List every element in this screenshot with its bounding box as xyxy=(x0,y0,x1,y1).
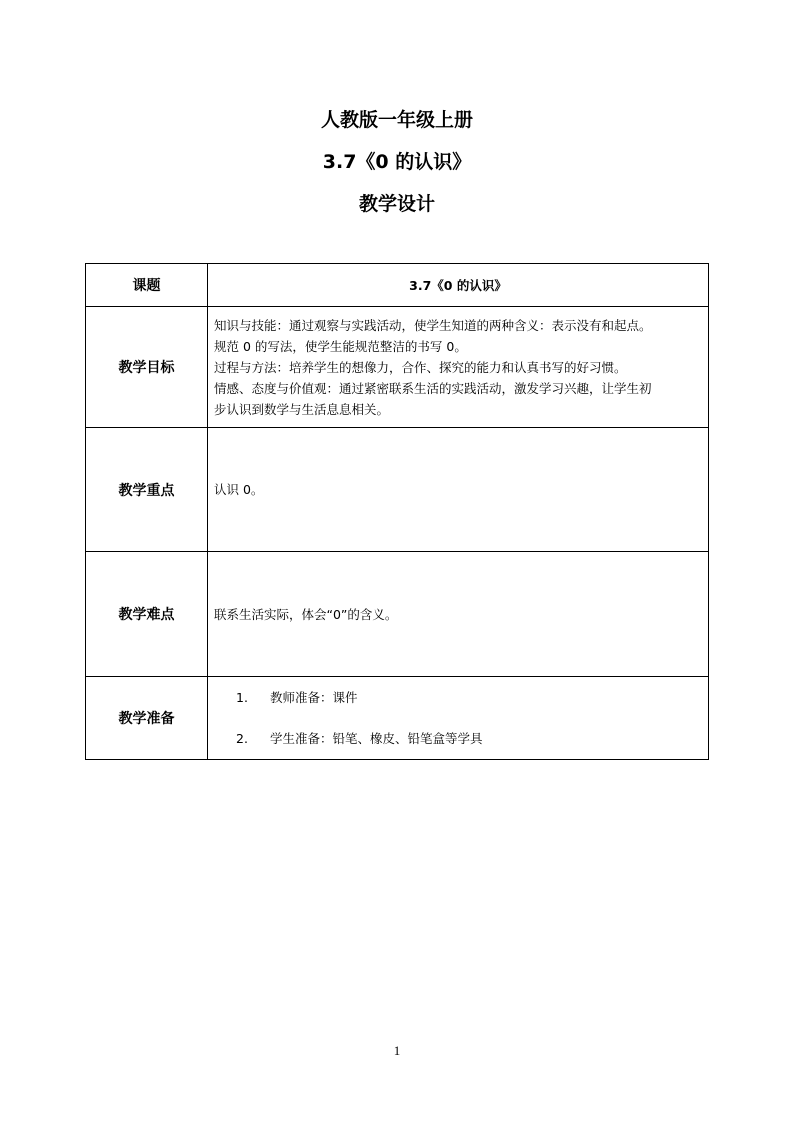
preparation-item xyxy=(214,688,702,708)
document-title: 人教版一年级上册 xyxy=(320,109,473,131)
lesson-title: 3.7《0 的认识》 xyxy=(322,151,472,173)
preparation-item-number: 2. xyxy=(236,730,248,746)
table-row-goals xyxy=(86,307,709,428)
key-point-label: 教学重点 xyxy=(86,428,208,552)
key-point-value: 认识 0。 xyxy=(208,428,709,552)
goals-line: 规范 0 的写法，使学生能规范整洁的书写 0。 xyxy=(214,338,467,354)
table-row-topic xyxy=(86,264,709,307)
document-subtitle: 教学设计 xyxy=(358,193,435,215)
preparation-item-text: 教师准备：课件 xyxy=(270,689,358,705)
goals-line: 知识与技能：通过观察与实践活动，使学生知道的两种含义：表示没有和起点。 xyxy=(214,317,652,333)
difficulty-value: 联系生活实际，体会“0”的含义。 xyxy=(208,552,709,677)
topic-value: 3.7《0 的认识》 xyxy=(208,264,709,307)
goals-content xyxy=(208,307,709,428)
difficulty-label: 教学难点 xyxy=(86,552,208,677)
table-row-key-point xyxy=(86,428,709,552)
preparation-list xyxy=(214,688,702,749)
preparation-item-text: 学生准备：铅笔、橡皮、铅笔盒等学具 xyxy=(270,730,483,746)
goals-label: 教学目标 xyxy=(86,307,208,428)
page-number: 1 xyxy=(393,1043,401,1058)
topic-label: 课题 xyxy=(86,264,208,307)
preparation-item-number: 1. xyxy=(236,689,248,705)
preparation-content xyxy=(208,677,709,760)
lesson-plan-table xyxy=(85,263,709,760)
goals-line: 过程与方法：培养学生的想像力，合作、探究的能力和认真书写的好习惯。 xyxy=(214,359,627,375)
table-row-preparation xyxy=(86,677,709,760)
preparation-label: 教学准备 xyxy=(86,677,208,760)
table-row-difficulty xyxy=(86,552,709,677)
goals-line: 情感、态度与价值观：通过紧密联系生活的实践活动，激发学习兴趣，让学生初 xyxy=(214,380,652,396)
preparation-item xyxy=(214,729,702,749)
goals-line: 步认识到数学与生活息息相关。 xyxy=(214,401,390,417)
